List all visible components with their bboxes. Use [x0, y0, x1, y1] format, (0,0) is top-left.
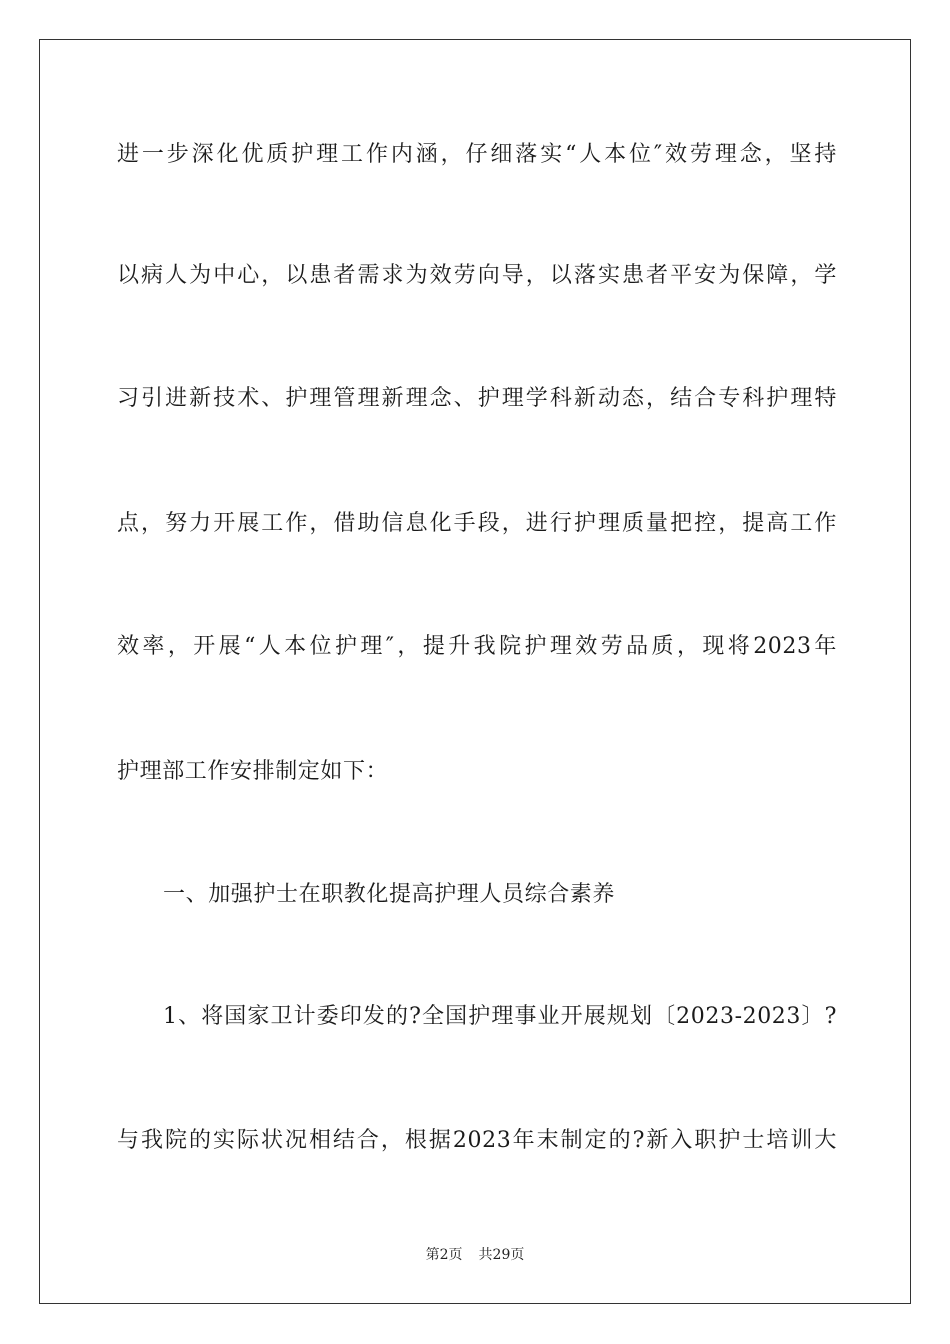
body-line-6: 护理部工作安排制定如下：	[117, 759, 389, 784]
body-line-8: 1、将国家卫计委印发的?全国护理事业开展规划〔2023-2023〕?	[163, 1004, 837, 1029]
body-line-9: 与我院的实际状况相结合，根据2023年末制定的?新入职护士培训大	[117, 1128, 837, 1153]
section-heading: 一、加强护士在职教化提高护理人员综合素养	[163, 882, 616, 907]
page-border	[39, 39, 911, 1304]
total-pages: 共29页	[478, 1247, 525, 1263]
body-line-4: 点，努力开展工作，借助信息化手段，进行护理质量把控，提高工作	[117, 511, 837, 536]
body-line-5: 效率，开展“人本位护理″，提升我院护理效劳品质，现将2023年	[117, 634, 837, 659]
body-line-3: 习引进新技术、护理管理新理念、护理学科新动态，结合专科护理特	[117, 386, 837, 411]
page-footer	[0, 1246, 950, 1264]
page-number: 第2页	[425, 1247, 463, 1263]
body-line-2: 以病人为中心，以患者需求为效劳向导，以落实患者平安为保障，学	[117, 263, 837, 288]
body-line-1: 进一步深化优质护理工作内涵，仔细落实“人本位″效劳理念，坚持	[117, 142, 837, 167]
